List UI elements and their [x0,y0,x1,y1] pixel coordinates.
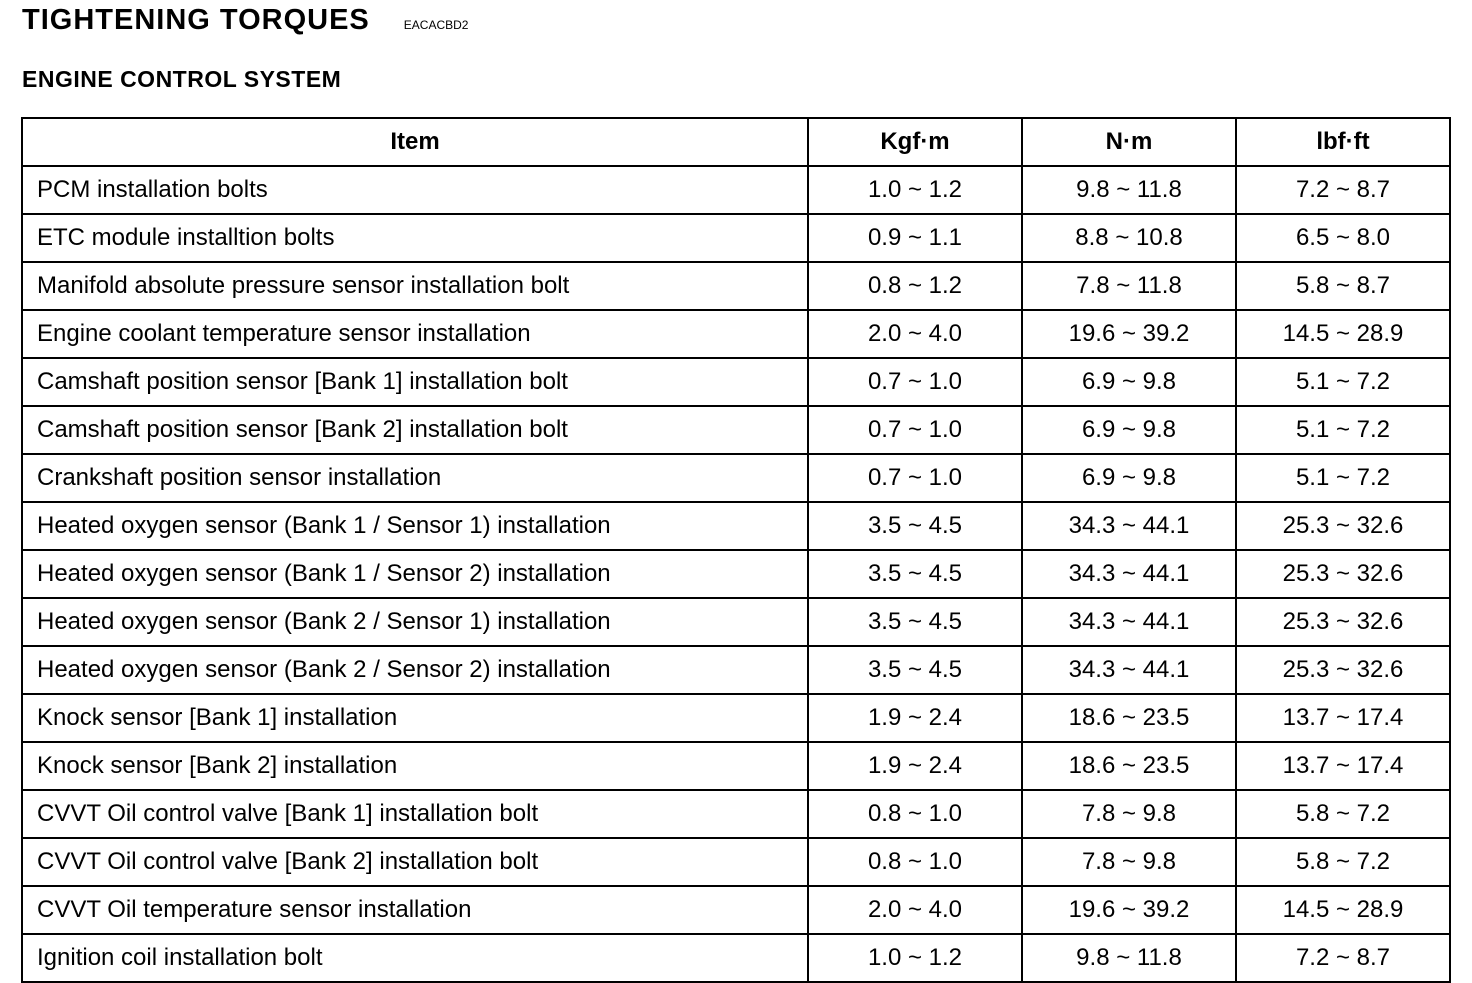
cell-item: Knock sensor [Bank 2] installation [22,742,808,790]
table-body [22,166,1450,982]
table-row [22,790,1450,838]
cell-item: Crankshaft position sensor installation [22,454,808,502]
cell-lbfft: 5.8 ~ 7.2 [1236,790,1450,838]
cell-kgfm: 1.0 ~ 1.2 [808,934,1022,982]
cell-nm: 19.6 ~ 39.2 [1022,310,1236,358]
table-row [22,838,1450,886]
table-row [22,214,1450,262]
cell-kgfm: 1.0 ~ 1.2 [808,166,1022,214]
table-row [22,502,1450,550]
cell-lbfft: 13.7 ~ 17.4 [1236,694,1450,742]
cell-item: Heated oxygen sensor (Bank 1 / Sensor 2) installation [22,550,808,598]
cell-kgfm: 3.5 ~ 4.5 [808,598,1022,646]
table-row [22,934,1450,982]
cell-nm: 6.9 ~ 9.8 [1022,406,1236,454]
table-row [22,358,1450,406]
cell-nm: 7.8 ~ 11.8 [1022,262,1236,310]
cell-item: Engine coolant temperature sensor installation [22,310,808,358]
cell-item: CVVT Oil control valve [Bank 2] installation bolt [22,838,808,886]
cell-item: Heated oxygen sensor (Bank 2 / Sensor 2) installation [22,646,808,694]
cell-nm: 18.6 ~ 23.5 [1022,694,1236,742]
cell-item: CVVT Oil control valve [Bank 1] installation bolt [22,790,808,838]
cell-item: Camshaft position sensor [Bank 2] installation bolt [22,406,808,454]
cell-kgfm: 0.7 ~ 1.0 [808,358,1022,406]
cell-lbfft: 7.2 ~ 8.7 [1236,166,1450,214]
section-heading: ENGINE CONTROL SYSTEM [22,66,342,92]
table-row [22,886,1450,934]
column-header-lbfft: lbf·ft [1236,118,1450,166]
cell-kgfm: 0.7 ~ 1.0 [808,454,1022,502]
table-row [22,166,1450,214]
cell-kgfm: 3.5 ~ 4.5 [808,646,1022,694]
cell-kgfm: 1.9 ~ 2.4 [808,694,1022,742]
cell-nm: 8.8 ~ 10.8 [1022,214,1236,262]
cell-nm: 34.3 ~ 44.1 [1022,502,1236,550]
cell-kgfm: 0.8 ~ 1.0 [808,838,1022,886]
cell-kgfm: 0.7 ~ 1.0 [808,406,1022,454]
cell-kgfm: 1.9 ~ 2.4 [808,742,1022,790]
table-row [22,598,1450,646]
title-row [22,4,468,37]
table-row [22,550,1450,598]
cell-nm: 18.6 ~ 23.5 [1022,742,1236,790]
cell-kgfm: 3.5 ~ 4.5 [808,502,1022,550]
cell-lbfft: 14.5 ~ 28.9 [1236,310,1450,358]
table-row [22,406,1450,454]
cell-nm: 7.8 ~ 9.8 [1022,838,1236,886]
cell-kgfm: 0.9 ~ 1.1 [808,214,1022,262]
cell-nm: 19.6 ~ 39.2 [1022,886,1236,934]
cell-nm: 34.3 ~ 44.1 [1022,550,1236,598]
cell-nm: 34.3 ~ 44.1 [1022,646,1236,694]
cell-item: Knock sensor [Bank 1] installation [22,694,808,742]
cell-kgfm: 3.5 ~ 4.5 [808,550,1022,598]
cell-nm: 7.8 ~ 9.8 [1022,790,1236,838]
cell-lbfft: 6.5 ~ 8.0 [1236,214,1450,262]
cell-lbfft: 7.2 ~ 8.7 [1236,934,1450,982]
cell-item: Ignition coil installation bolt [22,934,808,982]
table-row [22,454,1450,502]
cell-item: Manifold absolute pressure sensor installation bolt [22,262,808,310]
cell-lbfft: 5.1 ~ 7.2 [1236,358,1450,406]
cell-nm: 9.8 ~ 11.8 [1022,166,1236,214]
table-row [22,694,1450,742]
cell-lbfft: 25.3 ~ 32.6 [1236,598,1450,646]
cell-kgfm: 2.0 ~ 4.0 [808,886,1022,934]
column-header-item: Item [22,118,808,166]
cell-nm: 9.8 ~ 11.8 [1022,934,1236,982]
cell-nm: 6.9 ~ 9.8 [1022,454,1236,502]
torque-table [21,117,1451,983]
cell-nm: 34.3 ~ 44.1 [1022,598,1236,646]
column-header-nm: N·m [1022,118,1236,166]
cell-lbfft: 5.1 ~ 7.2 [1236,406,1450,454]
cell-lbfft: 25.3 ~ 32.6 [1236,550,1450,598]
table-row [22,310,1450,358]
cell-lbfft: 5.8 ~ 7.2 [1236,838,1450,886]
cell-kgfm: 0.8 ~ 1.0 [808,790,1022,838]
cell-item: Heated oxygen sensor (Bank 2 / Sensor 1) installation [22,598,808,646]
cell-lbfft: 14.5 ~ 28.9 [1236,886,1450,934]
cell-lbfft: 5.8 ~ 8.7 [1236,262,1450,310]
cell-lbfft: 25.3 ~ 32.6 [1236,646,1450,694]
cell-nm: 6.9 ~ 9.8 [1022,358,1236,406]
table-row [22,262,1450,310]
cell-item: Heated oxygen sensor (Bank 1 / Sensor 1) installation [22,502,808,550]
page-title: TIGHTENING TORQUES [22,4,370,36]
cell-lbfft: 13.7 ~ 17.4 [1236,742,1450,790]
column-header-kgfm: Kgf·m [808,118,1022,166]
cell-lbfft: 5.1 ~ 7.2 [1236,454,1450,502]
cell-lbfft: 25.3 ~ 32.6 [1236,502,1450,550]
table-row [22,646,1450,694]
cell-item: PCM installation bolts [22,166,808,214]
cell-kgfm: 2.0 ~ 4.0 [808,310,1022,358]
table-header-row [22,118,1450,166]
table-row [22,742,1450,790]
cell-item: Camshaft position sensor [Bank 1] installation bolt [22,358,808,406]
cell-kgfm: 0.8 ~ 1.2 [808,262,1022,310]
cell-item: CVVT Oil temperature sensor installation [22,886,808,934]
document-code: EACACBD2 [403,18,469,32]
cell-item: ETC module installtion bolts [22,214,808,262]
